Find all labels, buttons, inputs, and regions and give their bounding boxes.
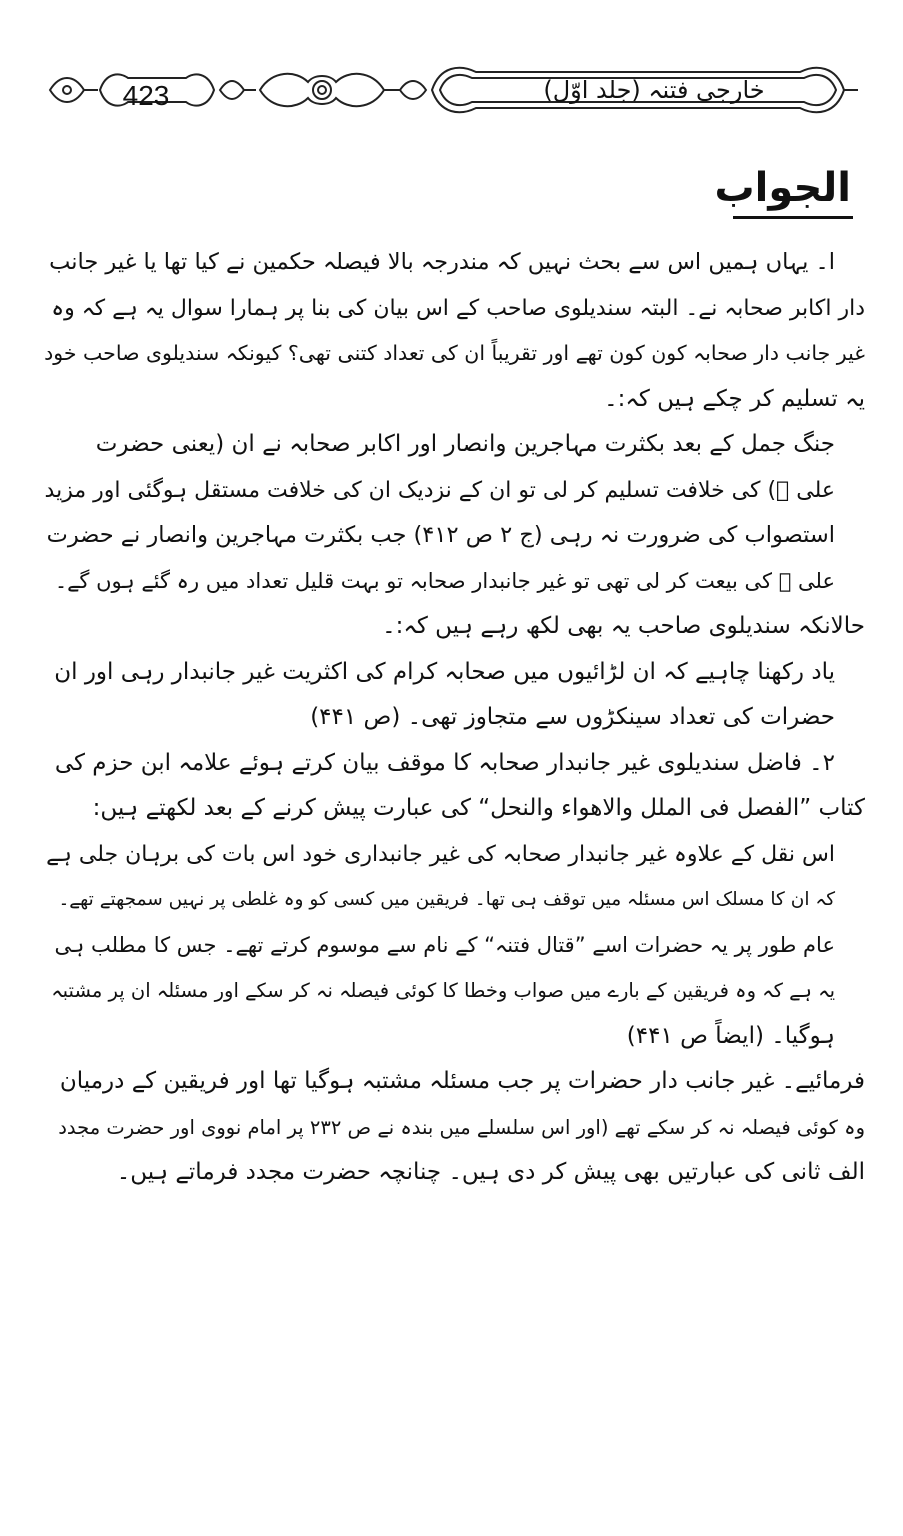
text-line: علی ﷛ کی بیعت کر لی تھی تو غیر جانبدار صحابہ تو بہت قلیل تعداد میں رہ گئے ہوں گے۔ bbox=[54, 568, 835, 593]
text-line: وہ کوئی فیصلہ نہ کر سکے تھے (اور اس سلسلے میں بندہ نے ص ۲۳۲ پر امام نووی اور حضرت مجدد bbox=[58, 1115, 865, 1139]
running-title: خارجی فتنہ (جلد اوّل) bbox=[543, 76, 765, 104]
body-text bbox=[38, 240, 865, 1196]
heading-underline bbox=[733, 216, 853, 219]
text-line: علی ﷛) کی خلافت تسلیم کر لی تو ان کے نزدیک ان کی خلافت مستقل ہوگئی اور مزید bbox=[44, 477, 835, 503]
text-line: فرمائیے۔ غیر جانب دار حضرات پر جب مسئلہ مشتبہ ہوگیا تھا اور فریقین کے درمیان bbox=[59, 1068, 865, 1094]
text-line: ۲۔ فاضل سندیلوی غیر جانبدار صحابہ کا موقف بیان کرتے ہوئے علامہ ابن حزم کی bbox=[54, 749, 835, 776]
text-line: الف ثانی کی عبارتیں بھی پیش کر دی ہیں۔ چنانچہ حضرت مجدد فرماتے ہیں۔ bbox=[116, 1159, 865, 1185]
text-line: عام طور پر یہ حضرات اسے ”قتال فتنہ“ کے نام سے موسوم کرتے تھے۔ جس کا مطلب ہی bbox=[54, 932, 835, 957]
text-line: یہ ہے کہ وہ فریقین کے بارے میں صواب وخطا کا کوئی فیصلہ نہ کر سکے اور مسئلہ ان پر مشتبہ bbox=[51, 979, 835, 1002]
text-line: یہ تسلیم کر چکے ہیں کہ:۔ bbox=[604, 385, 865, 412]
text-line: یاد رکھنا چاہیے کہ ان لڑائیوں میں صحابہ کرام کی اکثریت غیر جانبدار رہی اور ان bbox=[54, 658, 835, 685]
section-heading: الجواب bbox=[714, 165, 851, 211]
text-line: غیر جانب دار صحابہ کون کون تھے اور تقریباً ان کی تعداد کتنی تھی؟ کیونکہ سندیلوی صاحب خود bbox=[44, 341, 865, 365]
text-line: کہ ان کا مسلک اس مسئلہ میں توقف ہی تھا۔ فریقین میں کسی کو وہ غلطی پر نہیں سمجھتے تھے۔ bbox=[58, 889, 835, 910]
page-number: 423 bbox=[122, 80, 170, 111]
text-line: ہوگیا۔ (ایضاً ص ۴۴۱) bbox=[626, 1022, 835, 1049]
text-line: کتاب ”الفصل فی الملل والاھواء والنحل“ کی عبارت پیش کرنے کے بعد لکھتے ہیں: bbox=[92, 795, 865, 821]
text-line: حضرات کی تعداد سینکڑوں سے متجاوز تھی۔ (ص ۴۴۱) bbox=[310, 704, 835, 730]
text-line: ا۔ یہاں ہمیں اس سے بحث نہیں کہ مندرجہ بالا فیصلہ حکمین نے کیا تھا یا غیر جانب bbox=[49, 249, 835, 275]
text-line: استصواب کی ضرورت نہ رہی (ج ۲ ص ۴۱۲) جب بکثرت مہاجرین وانصار نے حضرت bbox=[46, 522, 835, 548]
text-line: دار اکابر صحابہ نے۔ البتہ سندیلوی صاحب کے اس بیان کی بنا پر ہمارا سوال یہ ہے کہ وہ bbox=[51, 295, 865, 321]
text-line: اس نقل کے علاوہ غیر جانبدار صحابہ کی غیر جانبداری خود اس بات کی برہان جلی ہے bbox=[46, 841, 835, 867]
text-line: حالانکہ سندیلوی صاحب یہ بھی لکھ رہے ہیں کہ:۔ bbox=[382, 613, 865, 639]
text-line: جنگ جمل کے بعد بکثرت مہاجرین وانصار اور اکابر صحابہ نے ان (یعنی حضرت bbox=[95, 431, 835, 457]
